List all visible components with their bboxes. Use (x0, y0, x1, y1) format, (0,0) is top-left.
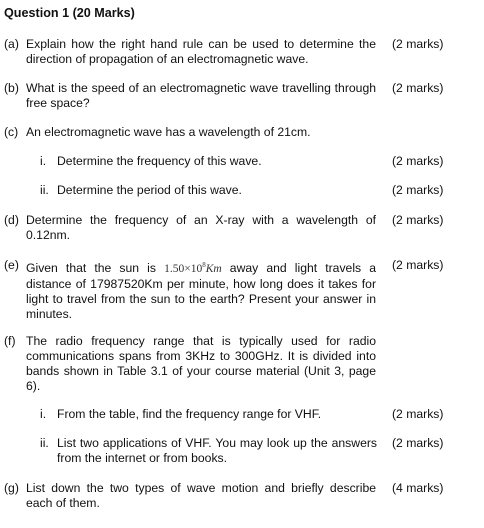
question-f-text: The radio frequency range that is typically used for radio communications spans from 3KHz to 300GHz. It is divided into bands shown in Table 3.1 of your course material (Unit 3, page 6). (26, 334, 376, 393)
question-g-text: List down the two types of wave motion and briefly describe each of them. (26, 481, 376, 510)
question-a-text: Explain how the right hand rule can be used to determine the direction of propagation of an electromagnetic wave. (26, 37, 376, 66)
question-f-i-marks: (2 marks) (392, 407, 444, 421)
question-e-text-after: away and light travels a distance of 17987520Km per minute, how long does it takes for light to travel from the sun to the earth? Present your answer in minutes. (26, 260, 377, 321)
question-d-label: (d) (4, 213, 19, 227)
question-c-i-label: i. (40, 154, 47, 168)
question-e-distance-value: $1.50\times 10^8Km$ (164, 261, 222, 275)
question-g-label: (g) (4, 481, 19, 495)
question-f-ii-text: List two applications of VHF. You may look up the answers from the internet or from books. (57, 436, 377, 465)
question-c-ii-marks: (2 marks) (392, 183, 444, 197)
question-b-label: (b) (4, 81, 19, 95)
question-e-text (26, 258, 376, 322)
question-a-label: (a) (4, 37, 19, 51)
question-c-i-marks: (2 marks) (392, 154, 444, 168)
question-c-i-text: Determine the frequency of this wave. (57, 154, 262, 168)
question-f-ii-marks: (2 marks) (392, 436, 444, 450)
question-e-marks: (2 marks) (392, 258, 444, 272)
question-b-text: What is the speed of an electromagnetic wave travelling through free space? (26, 81, 376, 110)
question-a-marks: (2 marks) (392, 37, 444, 51)
question-b-marks: (2 marks) (392, 81, 444, 95)
question-title: Question 1 (20 Marks) (4, 6, 135, 20)
question-c-text: An electromagnetic wave has a wavelength of 21cm. (26, 125, 311, 139)
question-f-i-label: i. (40, 407, 47, 421)
question-d-text: Determine the frequency of an X-ray with a wavelength of 0.12nm. (26, 213, 376, 242)
question-c-ii-label: ii. (40, 183, 49, 197)
question-e-label: (e) (4, 258, 19, 272)
question-f-label: (f) (4, 334, 16, 348)
question-e-text-before: Given that the sun is (26, 260, 156, 275)
question-f-i-text: From the table, find the frequency range for VHF. (57, 407, 322, 421)
question-f-ii-label: ii. (40, 436, 49, 450)
question-g-marks: (4 marks) (392, 481, 444, 495)
question-c-label: (c) (4, 125, 19, 139)
question-d-marks: (2 marks) (392, 213, 444, 227)
question-c-ii-text: Determine the period of this wave. (57, 183, 242, 197)
